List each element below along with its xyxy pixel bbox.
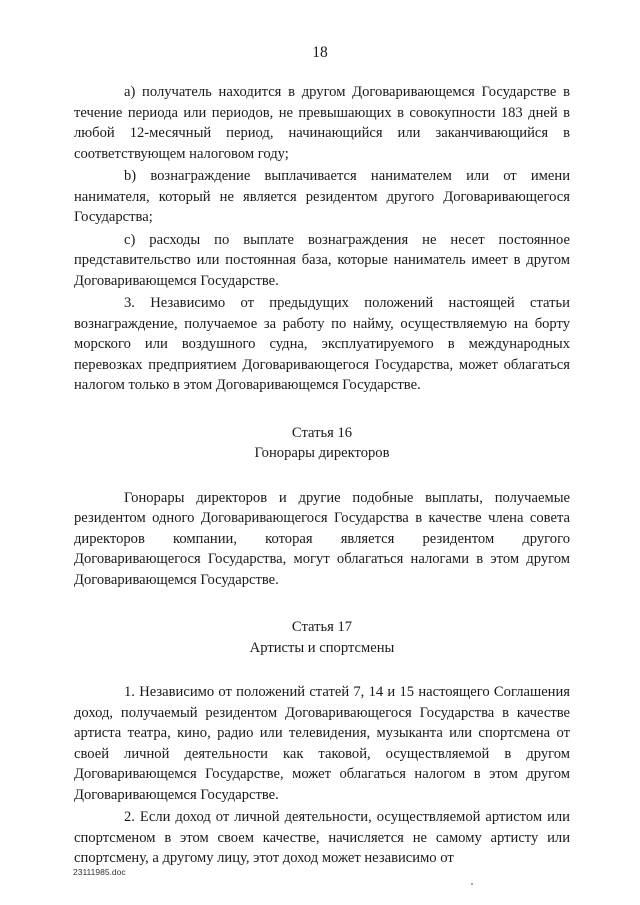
footer-filename: 23111985.doc <box>73 867 126 877</box>
article-16-text: Гонорары директоров и другие подобные выплаты, получаемые резидентом одного Договаривающегося Государства в качестве члена совета директоров компании, которая является резидентом другого Договаривающегося Государства, могут облагаться налогами в этом другом Договаривающемся Государстве. <box>74 489 570 588</box>
paragraph-a: a) получатель находится в другом Договаривающемся Государстве в течение периода или периодов, не превышающих в совокупности 183 дней в любой 12-месячный период, начинающийся или заканчивающийся в соответствующем налоговом году; <box>74 84 570 162</box>
article-17-paragraph-2: 2. Если доход от личной деятельности, осуществляемой артистом или спортсменом в этом своем качестве, начисляется не самому артисту или спортсмену, а другому лицу, этот доход может независимо от <box>74 809 570 866</box>
document-body <box>74 82 570 871</box>
article-17-paragraph-1: 1. Независимо от положений статей 7, 14 и 15 настоящего Соглашения доход, получаемый резидентом Договаривающегося Государства в качестве артиста театра, кино, радио или телевидения, музыканта или спортсмена от своей личной деятельности как таковой, осуществляемой в другом Договаривающемся Государстве, может облагаться налогом в этом другом Договаривающемся Государстве. <box>74 684 570 803</box>
paragraph-3: 3. Независимо от предыдущих положений настоящей статьи вознаграждение, получаемое за работу по найму, осуществляемую на борту морского или воздушного судна, эксплуатируемого в международных перевозках предприятием Договаривающегося Государства, может облагаться налогом только в этом Договаривающемся Государстве. <box>74 295 570 393</box>
article-16-title: Гонорары директоров <box>254 445 390 461</box>
scan-artifact <box>471 883 473 885</box>
article-17-number: Статья 17 <box>291 619 353 635</box>
page-number: 18 <box>312 44 328 61</box>
article-16-number: Статья 16 <box>291 424 353 441</box>
paragraph-c: c) расходы по выплате вознаграждения не несет постоянное представительство или постоянная база, которые наниматель имеет в другом Договаривающемся Государстве. <box>74 231 570 289</box>
paragraph-b: b) вознаграждение выплачивается нанимателем или от имени нанимателя, который не является резидентом другого Договаривающегося Государства; <box>74 168 570 225</box>
article-17-title: Артисты и спортсмены <box>249 639 395 656</box>
